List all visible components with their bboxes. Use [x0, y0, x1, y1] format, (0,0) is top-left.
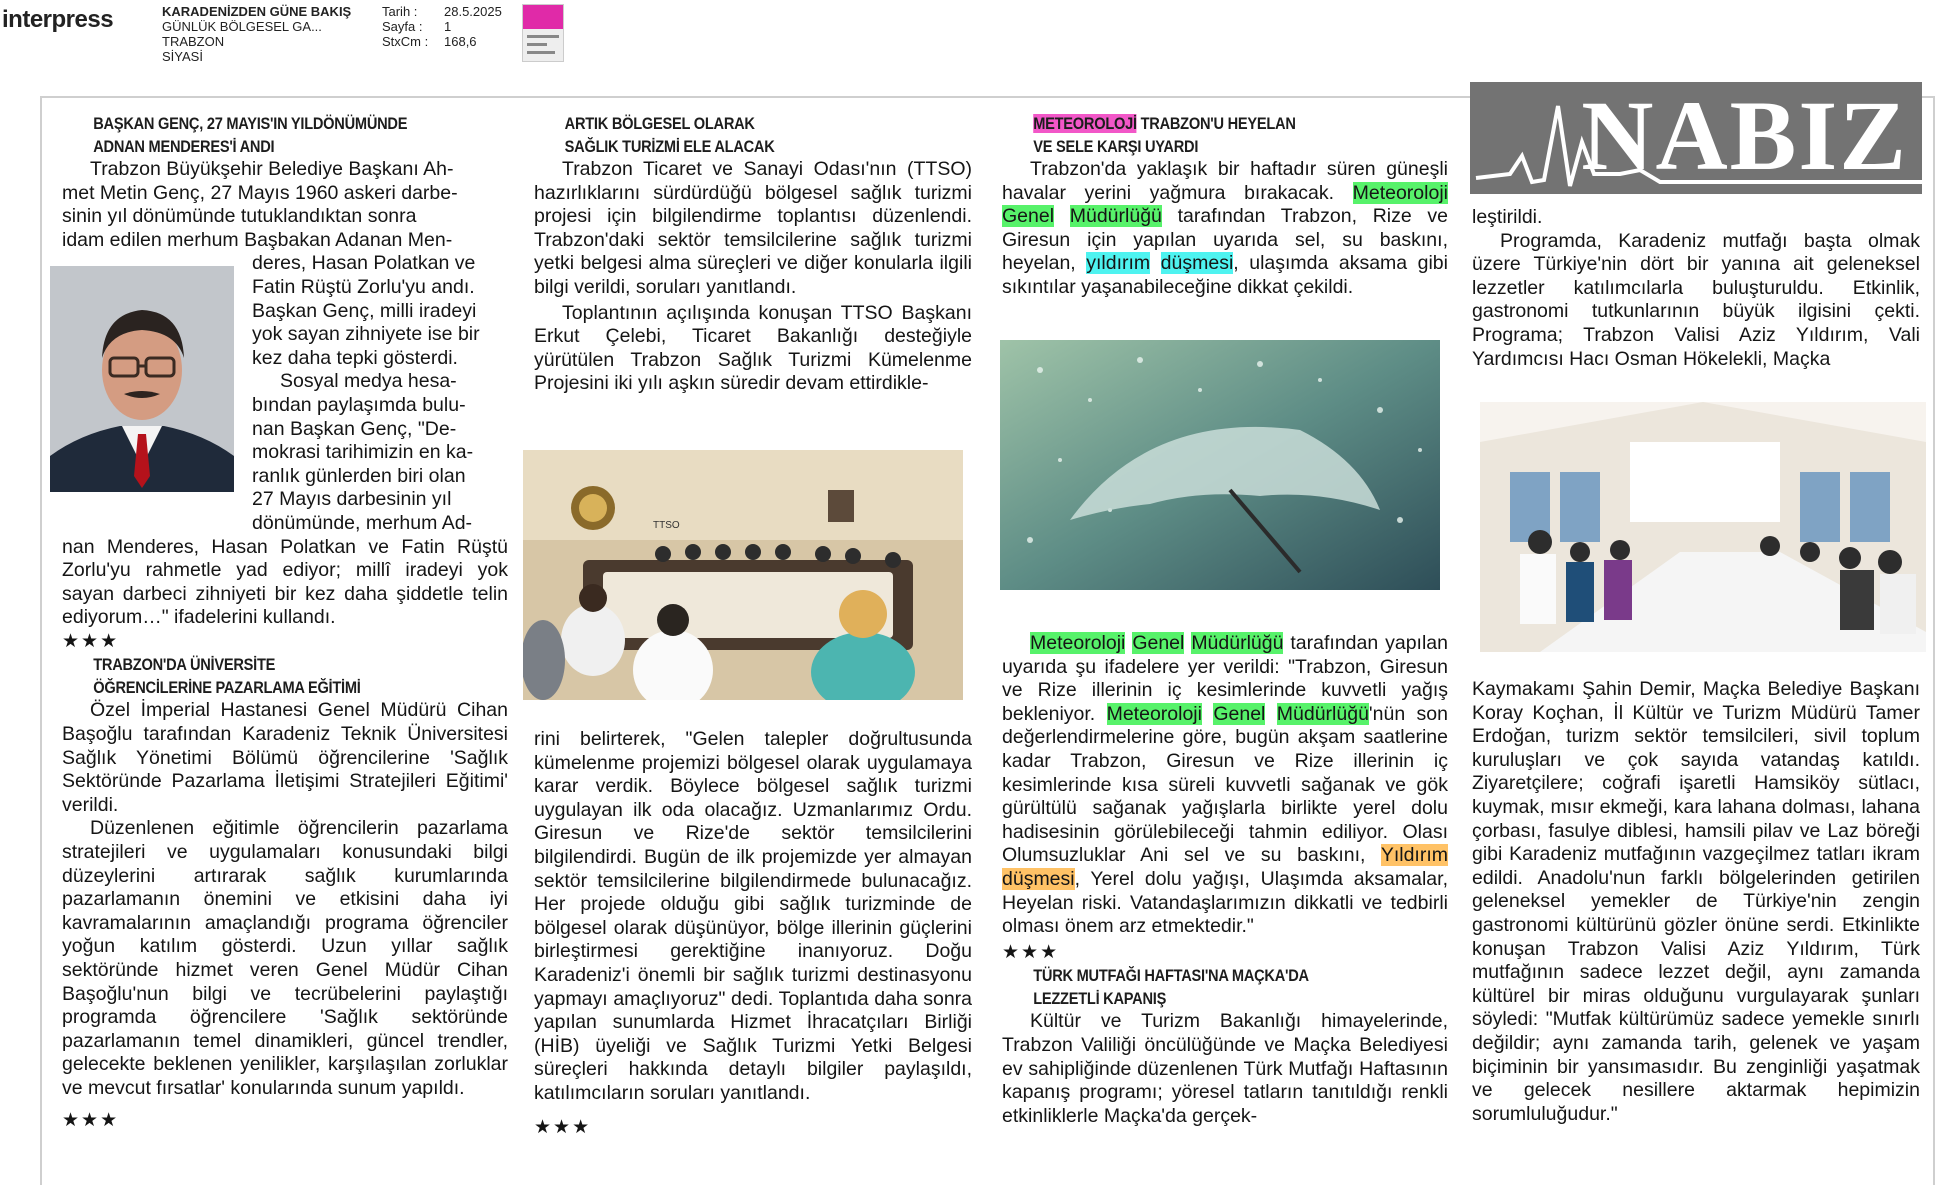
article1-text-end: nan Menderes, Hasan Polatkan ve Fatin Rüştü Zorlu'yu rahmetle yad ediyor; millî iradeyi yok sayan darbeci zihniyeti bir kez daha şiddetle telin ediyorum…" ifadelerini kullandı. [62, 535, 508, 629]
column-4-continued [1472, 678, 1920, 1126]
nabiz-title: NABIZ [1581, 80, 1908, 191]
article2-headline-line1: TRABZON'DA ÜNİVERSİTE [93, 655, 276, 675]
article2-paragraph2: Düzenlenen eğitimle öğrencilerin pazarlama stratejileri ve uygulamaları konusundaki bilgi düzeylerini artırarak sağlık kurumlarında pazarlamanın önemini ve etkisini daha iyi kavramalarının amaçlandığı programa öğrenciler yoğun katılım gösterdi. Uzun yıllar sağlık sektöründe hizmet veren Genel Müdür Cihan Başoğlu'nun bilgi ve tecrübelerini paylaştığı programda öğrencilere 'Sağlık sektöründe pazarlamanın temel dinamikleri, güncel trendler, gelecekte beklenen yenilikler, karşılaşılan zorluklar ve mevcut fırsatlar' konularında sunum yapıldı. [62, 817, 508, 1099]
article4-paragraph1: Trabzon'da yaklaşık bir haftadır süren güneşli havalar yerini yağmura bırakacak. Meteoroloji Genel Müdürlüğü tarafından Trabzon, Rize ve Giresun için yapılan uyarıda sel, su baskını, heyelan, yıldırım düşmesi, ulaşımda aksama gibi sıkıntılar yaşanabileceğine dikkat çekildi. [1002, 158, 1448, 298]
clipping-meta [382, 4, 502, 49]
article1-wrap-line: Fatin Rüştü Zorlu'yu andı. [252, 275, 475, 298]
separator-stars: ★★★ [62, 630, 120, 652]
article3-headline-line1: ARTIK BÖLGESEL OLARAK [564, 114, 755, 133]
baskan-genc-photo [50, 266, 234, 492]
article4-headline-line1: METEOROLOJİ TRABZON'U HEYELAN [1033, 114, 1296, 133]
date-label: Tarih : [382, 4, 418, 19]
article1-headline-line1: BAŞKAN GENÇ, 27 MAYIS'IN YILDÖNÜMÜNDE [93, 114, 408, 133]
article3-paragraph3: rini belirterek, "Gelen talepler doğrultusunda kümelenme projemizi bölgesel olarak uygulamaya karar verdik. Böylece bölgesel sağlık turizmi uygulayan ilk oda olacağız. Uzmanlarımız Ordu. Giresun ve Rize'de sektör temsilcilerini bilgilendirdi. Bugün de ilk projemizde yer almayan sektör temsilcilerine bilgilendirmede bulunacağız. Her projede olduğu gibi sağlık turizminde de bölgesel olarak düşünüyor, bölge illerinin güçlerini birleştirmesi gerektiğine inanıyoruz. Doğu Karadeniz'i önemli bir sağlık turizmi destinasyonu yapmayı amaçlıyoruz" dedi. Toplantıda daha sonra yapılan sunumlarda Hizmet İhracatçıları Birliği (HİB) üyeliği ve Sağlık Turizmi Yetki Belgesi süreçleri hakkında detaylı bilgiler paylaşıldı, katılımcıların soruları yanıtlandı. [534, 728, 972, 1104]
column-3-continued [1002, 632, 1448, 1128]
article1-wrap-line: idam edilen merhum Başbakan Adanan Men- [62, 228, 453, 251]
article1-wrap-line: Sosyal medya hesa- [280, 370, 457, 393]
article1-wrap-line: yok sayan zihniyete ise bir [252, 323, 480, 346]
article5-paragraph2: Programda, Karadeniz mutfağı başta olmak üzere Türkiye'nin dört bir yanına ait geleneksel lezzetler katılımcılarla buluşturuldu. Etkinlik, gastronomi tutkunlarının büyük ilgisini çekti. Programa; Trabzon Valisi Aziz Yıldırım, Vali Yardımcısı Hacı Osman Hökelekli, Maçka [1472, 229, 1920, 370]
interpress-logo: interpress [2, 6, 114, 33]
highlight-meteoroloji: METEOROLOJİ [1033, 114, 1137, 133]
article1-wrap-line: nan Başkan Genç, "De- [252, 417, 457, 440]
article3-paragraph1: Trabzon Ticaret ve Sanayi Odası'nın (TTSO) hazırlıklarını sürdürdüğü bölgesel sağlık turizmi projesi için bilgilendirme toplantısı düzenlendi. Trabzon'daki sektör temsilcilerine sağlık turizmi yetki belgesi alma süreçleri ve diğer konularla ilgili bilgi verildi, soruları yanıtlandı. [534, 158, 972, 298]
article1-text-line1: Trabzon Büyükşehir Belediye Başkanı Ah- [90, 158, 454, 180]
page-label: Sayfa : [382, 19, 423, 34]
article1-wrap-line: deres, Hasan Polatkan ve [252, 252, 476, 275]
article5-headline-line1: TÜRK MUTFAĞI HAFTASI'NA MAÇKA'DA [1033, 966, 1309, 986]
article1-wrap-line: mokrasi tarihimizin en ka- [252, 441, 474, 464]
separator-stars: ★★★ [62, 1109, 120, 1131]
date-value: 28.5.2025 [444, 4, 502, 19]
rain-umbrella-photo [1000, 340, 1440, 590]
article3-headline-line2: SAĞLIK TURİZMİ ELE ALACAK [564, 137, 775, 156]
article1-wrap-line: dönümünde, merhum Ad- [252, 511, 473, 534]
page-thumbnail[interactable] [522, 4, 564, 62]
column-2-continued [534, 728, 972, 1139]
column-3 [1002, 112, 1448, 300]
article1-headline-line2: ADNAN MENDERES'İ ANDI [93, 137, 275, 156]
article4-paragraph2: Meteoroloji Genel Müdürlüğü tarafından yapılan uyarıda şu ifadelere yer verildi: "Trabzon, Giresun ve Rize illerinin iç kesimlerinde kuvvetli yağış bekleniyor. Meteoroloji Genel Müdürlüğü'nün son değerlendirmelerine göre, bugün akşam saatlerine kadar Trabzon, Giresun ve Rize illerinin iç kesimlerinde kısa süreli kuvvetli sağanak ve gök gürültülü sağanak yağışlarla birlikte yerel dolu hadisesinin görülebileceği tahmin ediliyor. Olası Olumsuzluklar Ani sel ve su baskını, Yıldırım düşmesi, Yerel dolu yağışı, Ulaşımda aksamalar, Heyelan riski. Vatandaşlarımızın dikkatli ve tedbirli olması önem arz etmektedir." [1002, 632, 1449, 938]
article1-wrap-line: bından paylaşımda bulu- [252, 393, 466, 416]
clipping-header [0, 0, 1952, 70]
column-4 [1472, 206, 1920, 371]
article1-wrap-line: ranlık günlerden biri olan [252, 464, 466, 487]
article5-headline-line2: LEZZETLİ KAPANIŞ [1033, 989, 1167, 1009]
publication-section: SİYASİ [162, 49, 203, 64]
article5-paragraph3: Kaymakamı Şahin Demir, Maçka Belediye Başkanı Koray Koçhan, İl Kültür ve Turizm Müdürü Tamer Erdoğan, turizm sektör temsilcileri, sivil toplum kuruluşları ve çok sayıda vatandaş katıldı. Ziyaretçilere; coğrafi işaretli Hamsiköy sütlacı, kuymak, mısır ekmeği, kara lahana dolması, lahana çorbası, fasulye diblesi, hamsili pilav ve Laz böreği gibi Karadeniz mutfağının vazgeçilmez tatları ikram edildi. Anadolu'nun farklı bölgelerinden getirilen geleneksel yemekler de Türkiye'nin zengin gastronomi kültürünü gözler önüne serdi. Etkinlikte konuşan Trabzon Valisi Aziz Yıldırım, Türk mutfağının sadece lezzet değil, aynı zamanda kültürel bir miras olduğunu vurgulayarak şunları söyledi: "Mutfak kültürümüz sadece yemekle sınırlı değildir; aynı zamanda tarih, gelenek ve yaşam biçiminin bir yansımasıdır. Bu zenginliği yaşatmak ve gelecek nesillere aktarmak hepimizin sorumluluğudur." [1472, 678, 1920, 1125]
article1-text-line2: met Metin Genç, 27 Mayıs 1960 askeri darbe- [62, 181, 458, 204]
separator-stars: ★★★ [534, 1116, 592, 1138]
column-1 [62, 112, 508, 1132]
article1-wrap-line: sinin yıl dönümünde tutuklandıktan sonra [62, 205, 417, 228]
publication-frequency: GÜNLÜK BÖLGESEL GA... [162, 19, 322, 34]
nabiz-banner [1470, 82, 1922, 194]
publication-city: TRABZON [162, 34, 225, 49]
article1-wrap-line: kez daha tepki gösterdi. [252, 346, 458, 369]
macka-event-photo [1480, 402, 1926, 652]
article5-paragraph1: Kültür ve Turizm Bakanlığı himayelerinde, Trabzon Valiliği öncülüğünde ve Maçka Belediyesi ev sahipliğinde düzenlenen Türk Mutfağı Haftasının kapanış programı; yöresel tatların tanıtıldığı renkli etkinliklerle Maçka'da gerçek- [1002, 1010, 1448, 1127]
stxcm-label: StxCm : [382, 34, 429, 49]
article2-paragraph1: Özel İmperial Hastanesi Genel Müdürü Cihan Başoğlu tarafından Karadeniz Teknik Üniversitesi Sağlık Yönetimi Bölümü öğrencilerine 'Sağlık Sektöründe Pazarlama İletişimi Stratejileri Eğitimi' verildi. [62, 699, 508, 816]
article4-headline-line2: VE SELE KARŞI UYARDI [1033, 137, 1199, 156]
separator-stars: ★★★ [1002, 941, 1060, 963]
article2-headline-line2: ÖĞRENCİLERİNE PAZARLAMA EĞİTİMİ [93, 678, 361, 698]
column-2 [534, 112, 972, 396]
publication-name: KARADENİZDEN GÜNE BAKIŞ [162, 4, 352, 19]
article1-wrap-line: Başkan Genç, milli iradeyi [252, 299, 477, 322]
article5-continued: leştirildi. [1472, 206, 1543, 228]
article1-wrap-line: 27 Mayıs darbesinin yıl [252, 488, 452, 511]
stxcm-value: 168,6 [444, 34, 477, 49]
ttso-meeting-photo [523, 450, 963, 700]
article1-wrap-block [62, 205, 508, 535]
ttso-sign: TTSO [653, 520, 680, 531]
page-value: 1 [444, 19, 452, 34]
article3-paragraph2: Toplantının açılışında konuşan TTSO Başkanı Erkut Çelebi, Ticaret Bakanlığı desteğiyle yürütülen Trabzon Sağlık Turizmi Kümelenme Projesini iki yılı aşkın süredir devam ettirdikle- [534, 301, 972, 395]
publication-info [162, 4, 351, 64]
